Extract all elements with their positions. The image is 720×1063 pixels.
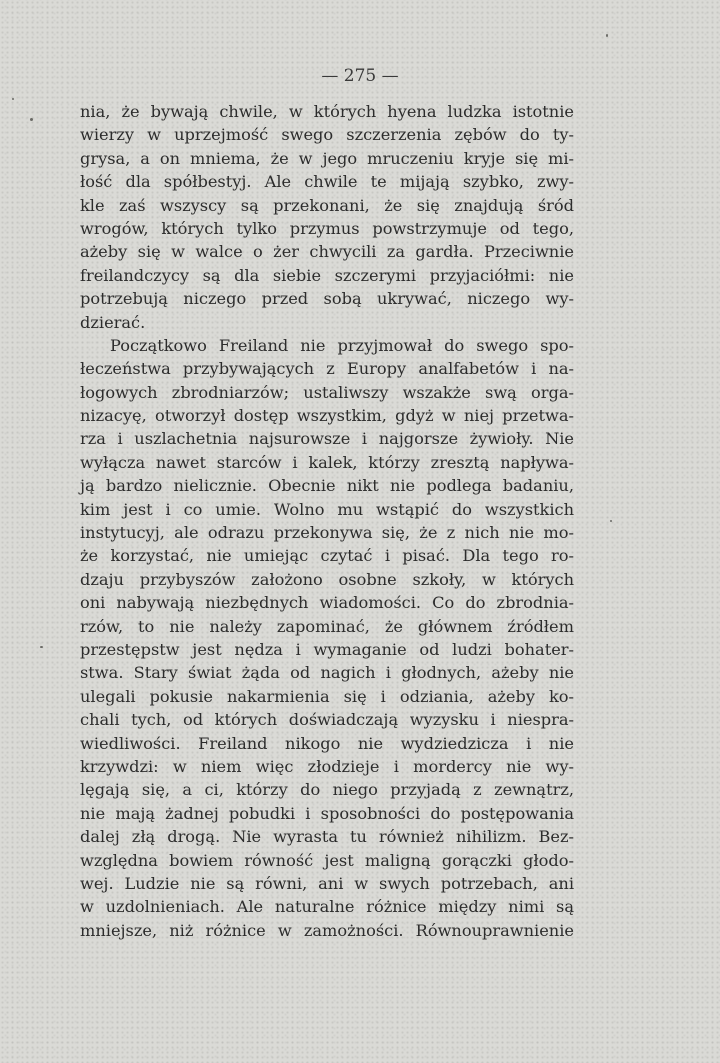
text-line: wierzy w uprzejmość swego szczerzenia zębów do ty- <box>80 125 574 145</box>
text-line: rza i uszlachetnia najsurowsze i najgorsze żywioły. Nie <box>80 429 574 449</box>
scan-speck <box>40 646 43 648</box>
text-line: łość dla spółbestyj. Ale chwile te mijają szybko, zwy- <box>80 172 574 192</box>
text-line: wrogów, których tylko przymus powstrzymuje od tego, <box>80 218 574 238</box>
text-line: Początkowo Freiland nie przyjmował do swego spo- <box>110 335 574 355</box>
text-line: dalej złą drogą. Nie wyrasta tu również nihilizm. Bez- <box>80 827 574 847</box>
text-line: nie mają żadnej pobudki i sposobności do postępowania <box>80 803 574 823</box>
text-line: rzów, to nie należy zapominać, że głównem źródłem <box>80 616 574 636</box>
text-line: grysa, a on mniema, że w jego mruczeniu kryje się mi- <box>80 148 574 168</box>
text-line: wyłącza nawet starców i kalek, którzy zresztą napływa- <box>80 452 574 472</box>
text-line: łogowych zbrodniarzów; ustaliwszy wszakże swą orga- <box>80 382 574 402</box>
text-line: krzywdzi: w niem więc złodzieje i mordercy nie wy- <box>80 756 574 776</box>
paragraph-1 <box>80 100 574 334</box>
scan-speck <box>12 98 14 100</box>
text-line: stwa. Stary świat żąda od nagich i głodnych, ażeby nie <box>80 663 574 683</box>
text-line: ulegali pokusie nakarmienia się i odziania, ażeby ko- <box>80 686 574 706</box>
text-line: wiedliwości. Freiland nikogo nie wydziedzicza i nie <box>80 733 574 753</box>
text-line: potrzebują niczego przed sobą ukrywać, niczego wy- <box>80 289 574 309</box>
text-line: kim jest i co umie. Wolno mu wstąpić do wszystkich <box>80 499 574 519</box>
paragraph-2 <box>80 334 574 942</box>
text-line: mniejsze, niż różnice w zamożności. Równouprawnienie <box>80 920 574 940</box>
text-line: wej. Ludzie nie są równi, ani w swych potrzebach, ani <box>80 873 574 893</box>
text-line: dzierać. <box>80 312 146 332</box>
scan-speck <box>610 520 612 522</box>
body-text <box>80 100 574 942</box>
text-line: ażeby się w walce o żer chwycili za gardła. Przeciwnie <box>80 242 574 262</box>
scan-speck <box>30 118 33 121</box>
text-line: dzaju przybyszów założono osobne szkoły, w których <box>80 569 574 589</box>
text-line: kle zaś wszyscy są przekonani, że się znajdują śród <box>80 195 574 215</box>
text-line: łeczeństwa przybywających z Europy analfabetów i na- <box>80 359 574 379</box>
text-line: oni nabywają niezbędnych wiadomości. Co do zbrodnia- <box>80 593 574 613</box>
text-line: ją bardzo nielicznie. Obecnie nikt nie podlega badaniu, <box>80 476 574 496</box>
page-number: — 275 — <box>321 66 399 86</box>
text-line: w uzdolnieniach. Ale naturalne różnice między nimi są <box>80 897 574 917</box>
text-line: instytucyj, ale odrazu przekonywa się, że z nich nie mo- <box>80 523 574 543</box>
text-line: chali tych, od których doświadczają wyzysku i niespra- <box>80 710 574 730</box>
scan-speck <box>606 34 608 37</box>
text-line: przestępstw jest nędza i wymaganie od ludzi bohater- <box>80 639 574 659</box>
text-line: nia, że bywają chwile, w których hyena ludzka istotnie <box>80 102 574 121</box>
text-line: freilandczycy są dla siebie szczerymi przyjaciółmi: nie <box>80 265 574 285</box>
text-line: względna bowiem równość jest maligną gorączki głodo- <box>80 850 574 870</box>
text-line: nizacyę, otworzył dostęp wszystkim, gdyż w niej przetwa- <box>80 406 574 426</box>
text-line: lęgają się, a ci, którzy do niego przyjadą z zewnątrz, <box>80 780 574 800</box>
text-line: że korzystać, nie umiejąc czytać i pisać. Dla tego ro- <box>80 546 574 566</box>
